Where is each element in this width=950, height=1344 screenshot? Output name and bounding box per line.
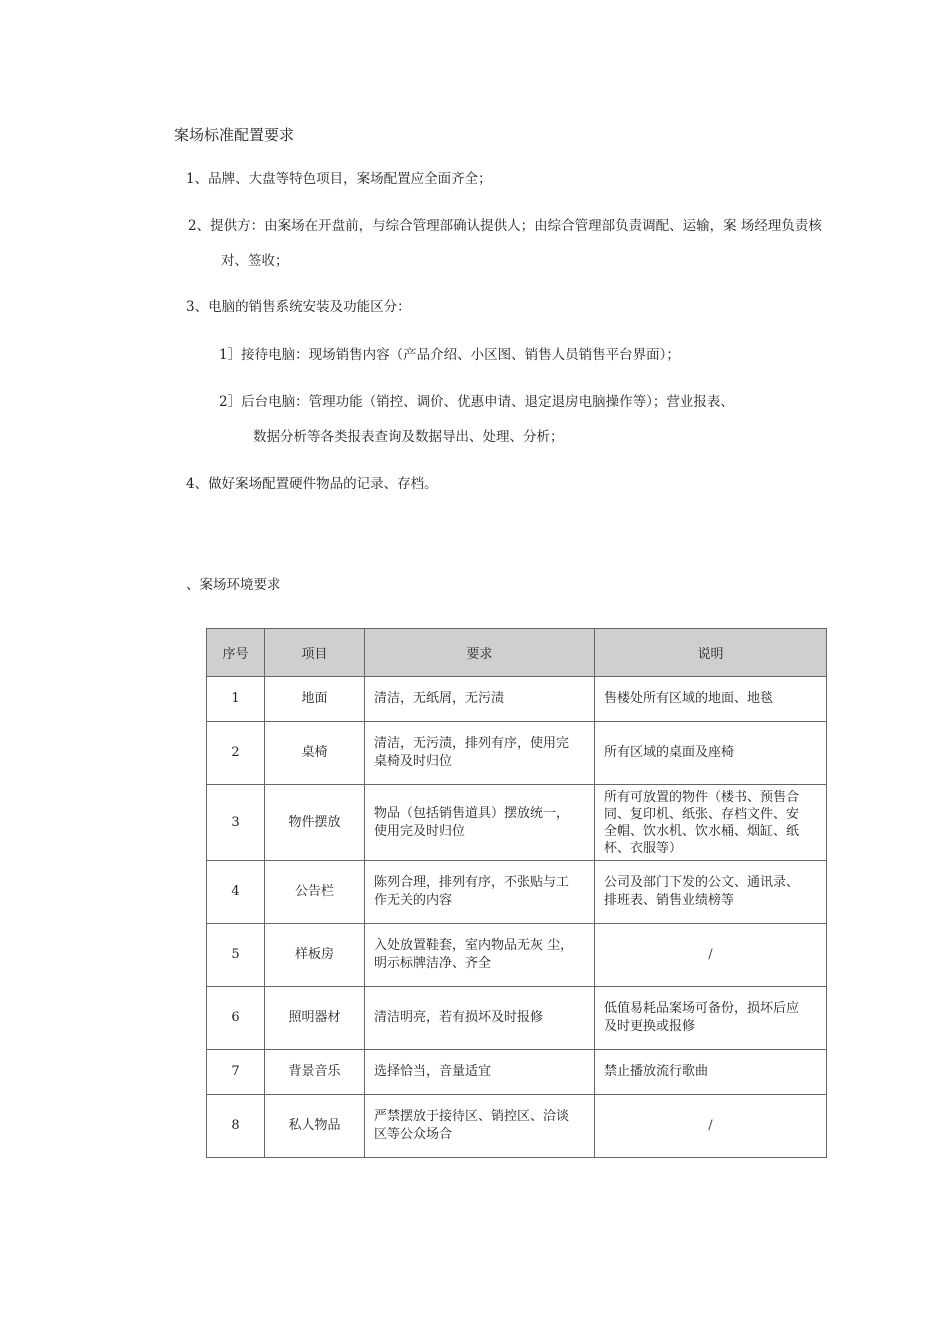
- item-1: 1、品牌、大盘等特色项目，案场配置应全面齐全；: [186, 171, 492, 187]
- row-item: 私人物品: [265, 1095, 365, 1158]
- row-requirement: 严禁摆放于接待区、销控区、洽谈 区等公众场合: [365, 1095, 595, 1158]
- row-item: 地面: [265, 677, 365, 722]
- row-no: 6: [207, 987, 265, 1050]
- header-no: 序号: [207, 629, 265, 677]
- header-requirement: 要求: [365, 629, 595, 677]
- item-2-line-1: 2、提供方：由案场在开盘前，与综合管理部确认提供人；由综合管理部负责调配、运输，案 场经理负责核: [188, 218, 822, 234]
- table-row: [207, 1050, 827, 1095]
- item-3: 3、电脑的销售系统安装及功能区分：: [186, 299, 411, 315]
- row-requirement: 清洁，无纸屑，无污渍: [365, 677, 595, 722]
- row-note: /: [595, 924, 827, 987]
- row-no: 8: [207, 1095, 265, 1158]
- item-4: 4、做好案场配置硬件物品的记录、存档。: [186, 476, 438, 492]
- table-header-row: [207, 629, 827, 677]
- table-row: [207, 677, 827, 722]
- row-no: 3: [207, 785, 265, 861]
- item-3-sub-2-line-1: 2］后台电脑：管理功能（销控、调价、优惠申请、退定退房电脑操作等）；营业报表、: [219, 394, 734, 410]
- row-note: /: [595, 1095, 827, 1158]
- header-item: 项目: [265, 629, 365, 677]
- row-item: 背景音乐: [265, 1050, 365, 1095]
- table-row: [207, 987, 827, 1050]
- row-note: 公司及部门下发的公文、通讯录、 排班表、销售业绩榜等: [595, 861, 827, 924]
- row-item: 桌椅: [265, 722, 365, 785]
- row-requirement: 选择恰当，音量适宜: [365, 1050, 595, 1095]
- item-3-sub-1: 1］接待电脑：现场销售内容（产品介绍、小区图、销售人员销售平台界面）；: [219, 347, 680, 363]
- table-row: [207, 861, 827, 924]
- row-note: 低值易耗品案场可备份，损坏后应 及时更换或报修: [595, 987, 827, 1050]
- row-item: 样板房: [265, 924, 365, 987]
- item-3-sub-2-line-2: 数据分析等各类报表查询及数据导出、处理、分析；: [253, 429, 564, 445]
- row-item: 物件摆放: [265, 785, 365, 861]
- row-note: 所有可放置的物件（楼书、预售合 同、复印机、纸张、存档文件、安 全帽、饮水机、饮水桶、烟缸、纸 杯、衣服等）: [595, 785, 827, 861]
- row-requirement: 物品（包括销售道具）摆放统一， 使用完及时归位: [365, 785, 595, 861]
- row-requirement: 入处放置鞋套，室内物品无灰 尘， 明示标牌洁净、齐全: [365, 924, 595, 987]
- row-item: 公告栏: [265, 861, 365, 924]
- row-note: 禁止播放流行歌曲: [595, 1050, 827, 1095]
- row-no: 2: [207, 722, 265, 785]
- table-row: [207, 1095, 827, 1158]
- row-no: 4: [207, 861, 265, 924]
- table-row: [207, 785, 827, 861]
- header-note: 说明: [595, 629, 827, 677]
- row-note: 售楼处所有区域的地面、地毯: [595, 677, 827, 722]
- table-row: [207, 722, 827, 785]
- row-requirement: 清洁，无污渍，排列有序，使用完 桌椅及时归位: [365, 722, 595, 785]
- section-heading: 、案场环境要求: [186, 577, 281, 593]
- row-requirement: 清洁明亮，若有损坏及时报修: [365, 987, 595, 1050]
- row-no: 7: [207, 1050, 265, 1095]
- row-item: 照明器材: [265, 987, 365, 1050]
- row-note: 所有区域的桌面及座椅: [595, 722, 827, 785]
- item-2-line-2: 对、签收；: [221, 253, 289, 269]
- row-requirement: 陈列合理，排列有序，不张贴与工 作无关的内容: [365, 861, 595, 924]
- table-row: [207, 924, 827, 987]
- environment-table: [206, 628, 827, 1158]
- page-title: 案场标准配置要求: [174, 126, 295, 144]
- row-no: 1: [207, 677, 265, 722]
- row-no: 5: [207, 924, 265, 987]
